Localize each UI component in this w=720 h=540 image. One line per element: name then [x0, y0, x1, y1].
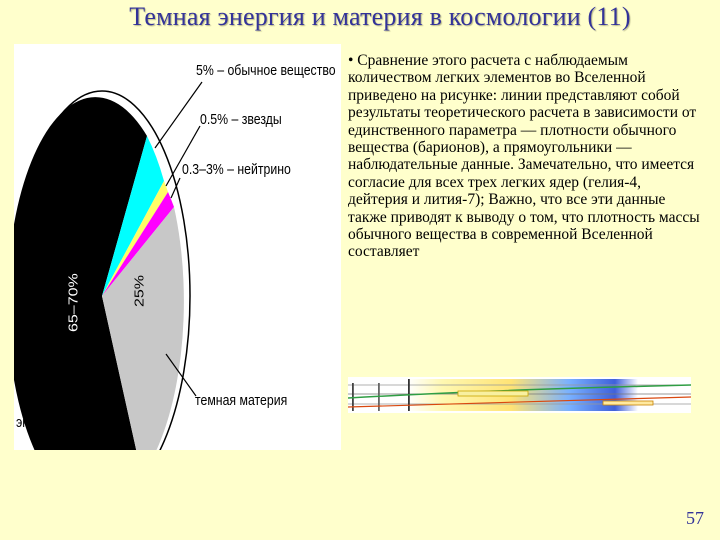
ordinary-matter-label: 5% – обычное вещество: [196, 62, 336, 79]
slide-title: Темная энергия и материя в космологии (11): [129, 2, 631, 31]
pie-chart: [14, 44, 341, 450]
dark-energy-percent-label: 65–70%: [67, 273, 81, 332]
dark-matter-label: темная материя: [195, 392, 288, 409]
dark-matter-percent-label: 25%: [133, 274, 147, 307]
stars-label: 0.5% – звезды: [200, 111, 282, 128]
pie-chart-figure: [14, 44, 341, 450]
dark-energy-label-line1: темная: [16, 372, 58, 389]
dark-energy-label-line2: энергия: [16, 414, 61, 431]
ordinary-leader-line: [155, 82, 202, 148]
neutrino-label: 0.3–3% – нейтрино: [182, 161, 291, 178]
page-number: 57: [686, 508, 704, 528]
nucleosynthesis-plot-thumbnail: [348, 377, 691, 413]
body-paragraph: • Сравнение этого расчета с наблюдаемым количеством легких элементов во Вселенной приведено на рисунке: линии представляют собой результаты теоретического расчета в зависимости от единственного параметра — плотности обычного вещества (барионов), а прямоугольники — наблюдательные данные. Замечательно, что имеется согласие для всех трех легких ядер (гелия-4, дейтерия и лития-7); Важно, что все эти данные также приводят к выводу о том, что плотность массы обычного вещества в современной Вселенной составляет: [348, 52, 700, 261]
